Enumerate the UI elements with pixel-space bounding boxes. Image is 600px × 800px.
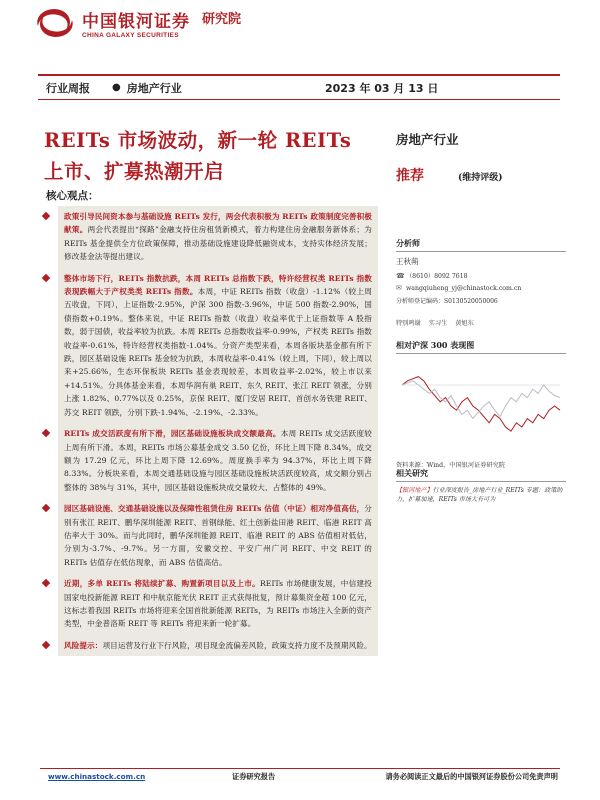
rating-value: 推荐 [396, 168, 424, 184]
related-research [396, 468, 566, 504]
footer-disclaimer: 请务必阅读正文最后的中国银河证券股份公司免责声明 [385, 771, 558, 781]
paragraph-text: 本周 REITs 成交活跃度较上周有所下滑。本周，REITs 市场公募基金成交 3.50 亿份，环比上周下降 8.34%，成交额为 17.29 亿元，环比上周下降 12.69%。周度换手率为 94.37%，环比上周下降 8.33%。分板块来看，本周交通基础设施与园区基础设施板块活跃度较高，成交额分别占整体的 38%与 31%，其中，园区基础设施板块成交量较大、占整体的 49%。 [64, 429, 372, 492]
cert-number: S0130520050006 [444, 298, 498, 305]
logo-english-name: CHINA GALAXY SECURITIES [82, 32, 179, 39]
cert-label: 分析师登记编码： [396, 298, 445, 305]
summary-paragraph [58, 635, 378, 656]
main-summary [58, 206, 378, 656]
performance-chart [396, 358, 566, 454]
page-footer [40, 768, 560, 784]
analyst-name: 王秋蒴 [396, 257, 419, 266]
analyst-phone: （8610）8092 7618 [406, 273, 468, 280]
rating-panel [396, 130, 566, 185]
related-tag: 【银河地产】 [396, 487, 433, 494]
diamond-bullet-icon [42, 579, 50, 587]
logo-chinese-name: 中国银河证券 [82, 12, 190, 32]
contrib-name: 黄旭东 [455, 320, 474, 327]
email-icon: ✉ [396, 284, 402, 292]
phone-icon: ☎ [396, 271, 405, 280]
paragraph-highlight: REITs 成交活跃度有所下滑，园区基础设施板块成交额最高。 [64, 429, 281, 439]
report-title: REITs 市场波动，新一轮 REITs 上市、扩募热潮开启 [44, 129, 352, 183]
paragraph-text: 项目运营及行业下行风险，项目现金流偏差风险，政策支持力度不及预期风险。 [102, 640, 372, 650]
report-header-band [38, 74, 560, 100]
paragraph-highlight: 整体市场下行，REITs 指数抗跌，本周 REITs 总指数下跌，特许经营权类 REITs 指数表现跌幅大于产权类类 REITs 指数。 [64, 273, 372, 297]
footer-label: 证券研究报告 [232, 771, 276, 781]
diamond-bullet-icon [42, 504, 50, 512]
paragraph-text: 两会代表提出“探路”金融支持住房租赁新模式，着力构建住房金融服务新体系；为 REITs 基金提供全方位政策保障，推动基础设施建设降低融资成本，支持实体经济发展；修改基金法等提出建议。 [64, 225, 372, 262]
summary-paragraph [58, 498, 378, 573]
diamond-bullet-icon [42, 641, 50, 649]
summary-paragraph [58, 573, 378, 635]
analyst-email[interactable]: wangqiuheng_yj@chinastock.com.cn [406, 284, 522, 292]
paragraph-highlight: 风险提示： [64, 640, 103, 650]
summary-paragraph [58, 423, 378, 498]
summary-paragraph [58, 206, 378, 268]
contrib-role: 实习生 [428, 320, 448, 327]
report-date: 2023 年 03 月 13 日 [325, 81, 439, 95]
website-link[interactable]: www.chinastock.com.cn [48, 772, 146, 781]
contrib-label: 特别鸣谢 [396, 320, 421, 327]
diamond-bullet-icon [42, 273, 50, 281]
related-report-link[interactable]: 行业深度报告_房地产行业_REITs 专题：政策助力，扩募加速，REITs 市场大有可为 [396, 487, 563, 503]
company-logo [32, 6, 241, 40]
paragraph-text: 分别有张江 REIT、鹏华深圳能源 REIT、首钢绿能、红土创新盐田港 REIT、临港 REIT 高估率大于 30%。而与此同时，鹏华深圳能源 REIT、临港 REIT 的 ABS 估值相对低估，分别为-3.7%、-9.7%。另一方面，安徽交控、平安广州广河 REIT、中交 REIT 的 REITs 估值存在低估现象，而 ABS 估值高估。 [64, 504, 372, 567]
paragraph-text: 本周，中证 REITs 指数（收盘）-1.12%（较上周五收盘，下同），上证指数-2.95%，沪深 300 指数-3.96%，中证 500 指数-2.90%，国债指数+0.19%。整体来说，中证 REITs 指数（收盘）收益率优于上证指数等 A 股指数，弱于国债，收益率较为抗跌。本周 REITs 总指数收益率-0.99%，产权类 REITs 指数收益率-0.61%，特许经营权类指数-1.04%。分资产类型来看，本周各版块基金都有所下跌，园区基础设施 REITs 基金较为抗跌，本周收益率-0.41%（较上周，下同），较上周以来+25.66%，生态环保板块 REITs 基金表现较差，本周收益率-2.02%，较上市以来+14.51%。分具体基金来看，本周华润有巢 REIT、东久 REIT、张江 REIT 领涨，分别上涨 1.82%、0.77%以及 0.25%，京保 REIT、厦门安居 REIT、首创水务铁建 REIT、苏交 REIT 领跌，分别下跌-1.94%、-2.19%、-2.33%。 [64, 287, 372, 417]
report-type: 行业周报 [46, 81, 90, 95]
paragraph-highlight: 园区基础设施、交通基础设施以及保障性租赁住房 REITs 估值（中证）相对净值高估， [64, 504, 365, 514]
diamond-bullet-icon [42, 212, 50, 220]
sector-label: 房地产行业 [126, 81, 182, 95]
related-heading: 相关研究 [396, 468, 566, 482]
analyst-heading: 分析师 [396, 238, 566, 252]
rating-note: (维持评级) [458, 173, 503, 183]
industry-title: 房地产行业 [396, 132, 459, 147]
paragraph-highlight: 近期，多单 REITs 将陆续扩募、购置新项目以及上市。 [64, 579, 260, 589]
contributors [396, 318, 480, 327]
chart-source: 资料来源：Wind，中国银河证券研究院 [396, 462, 505, 469]
paragraph-highlight: 政策引导民间资本参与基础设施 REITs 发行，两会代表积极为 REITs 政策制度完善积极献策。 [64, 212, 372, 235]
institute-label: 研究院 [202, 11, 242, 27]
performance-chart-panel [396, 340, 566, 469]
bullet-dot-icon: ● [112, 82, 121, 93]
analyst-panel [396, 238, 566, 305]
summary-paragraph [58, 268, 378, 423]
galaxy-logo-icon [32, 6, 78, 40]
diamond-bullet-icon [42, 429, 50, 437]
chart-heading: 相对沪深 300 表现图 [396, 340, 566, 354]
paragraph-text: REITs 市场健康发展，中信建投国家电投新能源 REIT 和中航京能光伏 REIT 正式获得批复，预计募集资金超 100 亿元，这标志着我国 REITs 市场将迎来全国首批新能源 REITs，为 REITs 市场注入全新的资产类型，中金普洛斯 REIT 等 REITs 将迎来新一轮扩募。 [64, 579, 372, 629]
core-view-label: 核心观点： [46, 190, 99, 202]
